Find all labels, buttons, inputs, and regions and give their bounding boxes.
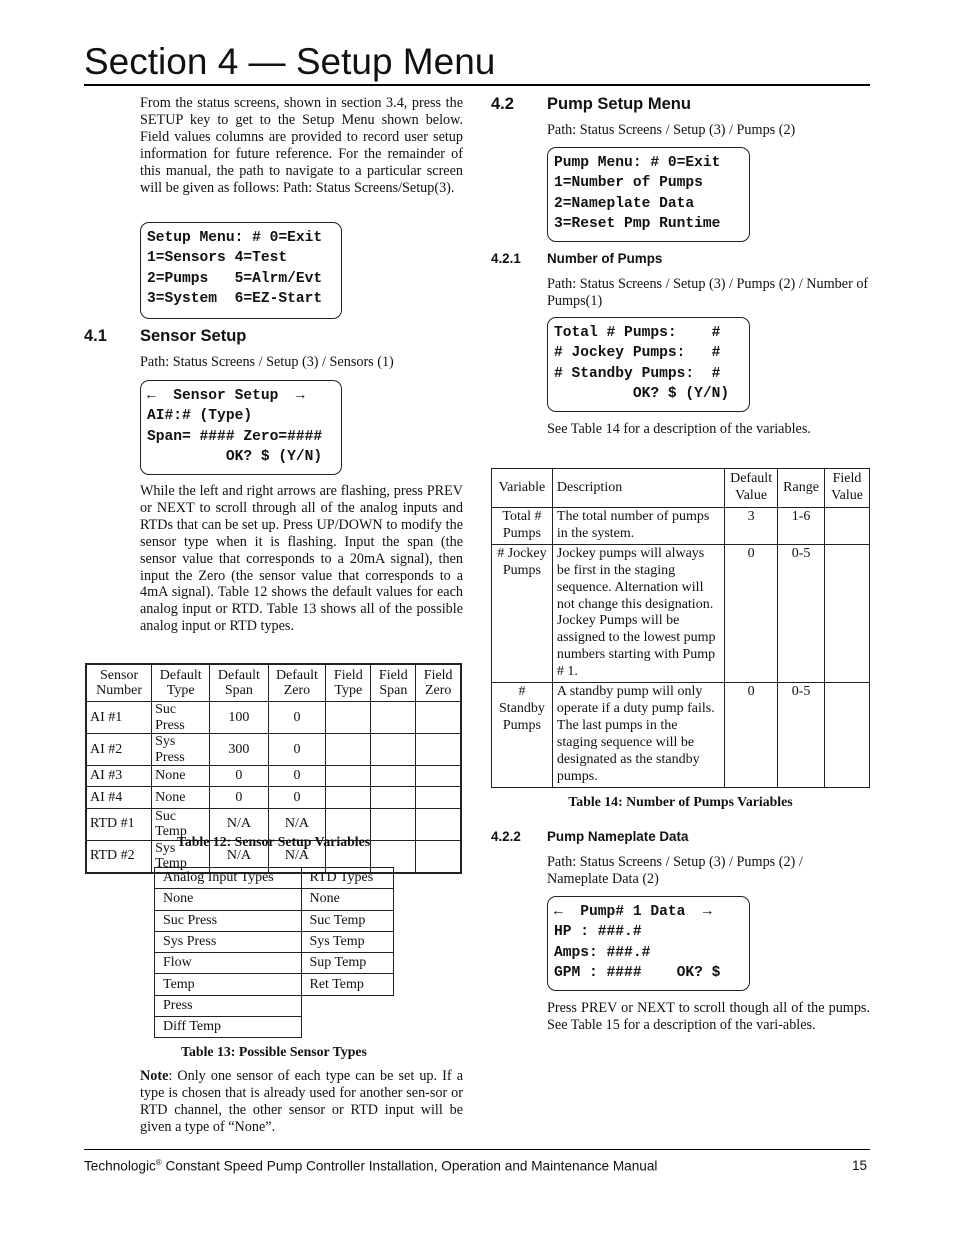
footer-brand: Technologic [84,1158,156,1174]
table-header: Range [778,469,825,508]
table-cell: Total # Pumps [492,508,553,545]
lcd-line: 3=Reset Pmp Runtime [554,215,721,232]
footer-title: Constant Speed Pump Controller Installation, Operation and Maintenance Manual [161,1158,658,1174]
table-cell: Sys Press [152,734,210,766]
table-cell: Ret Temp [301,974,394,995]
lcd-line: 2=Pumps 5=Alrm/Evt [147,270,323,287]
section-4-2-1-heading [491,251,662,266]
lcd-line: ← Sensor Setup → [147,388,305,404]
table-cell: AI #4 [86,787,152,808]
section-number: 4.2.2 [491,829,521,844]
lcd-line: 3=System 6=EZ-Start [147,290,323,307]
number-of-pumps-table [491,468,870,788]
possible-sensor-types-table [154,867,394,1041]
lcd-line: Span= #### Zero=#### [147,428,323,445]
table-header: Analog Input Types [155,868,302,889]
section-title: Sensor Setup [140,327,247,345]
lcd-line: 1=Number of Pumps [554,175,703,192]
table-cell [416,702,461,734]
nameplate-data-path: Path: Status Screens / Setup (3) / Pumps (2) / Nameplate Data (2) [547,854,803,887]
lcd-line: OK? $ (Y/N) [554,385,730,402]
sensor-setup-body: While the left and right arrows are flashing, press PREV or NEXT to scroll through all of the analog inputs and RTDs that can be set up. Press UP/DOWN to modify the sensor type when it is flashing. Input the span (the sensor value that corresponds to a 20mA signal), then input the Zero (the sensor value that corresponds to a 4mA signal). Table 12 shows the default values for each analog input or RTD. Table 13 shows all of the possible analog input or RTD types. [140,483,463,635]
table-cell: None [301,889,394,910]
table-cell: The total number of pumps in the system. [552,508,724,545]
table-cell [416,766,461,787]
table-row [492,683,870,787]
table-cell [326,734,371,766]
sensor-setup-lcd [140,380,342,475]
table-header: Field Zero [416,664,461,702]
section-number: 4.1 [84,327,107,345]
table-cell: 0 [210,787,268,808]
table-row [86,787,461,808]
table-cell: None [155,889,302,910]
table-row [155,953,394,974]
table-row [155,1017,394,1038]
table-cell [371,702,416,734]
pump-menu-lcd [547,147,750,242]
table-cell [825,508,870,545]
table-cell: 0 [268,702,326,734]
table-cell: Sup Temp [301,953,394,974]
table-cell: Flow [155,953,302,974]
table-cell: AI #1 [86,702,152,734]
lcd-line: Amps: ###.# [554,944,651,961]
table-cell [416,734,461,766]
sensor-setup-path: Path: Status Screens / Setup (3) / Sensors (1) [140,354,394,370]
page-title: Section 4 — Setup Menu [84,41,496,82]
section-title: Number of Pumps [547,251,663,266]
table-row [86,766,461,787]
section-title: Pump Setup Menu [547,95,691,113]
table-row [155,910,394,931]
table-cell: 1-6 [778,508,825,545]
section-4-2-2-heading [491,829,688,844]
table-header: Field Type [326,664,371,702]
table-header: Default Value [725,469,778,508]
footer-rule [84,1149,870,1150]
table-cell: 300 [210,734,268,766]
lcd-line: 2=Nameplate Data [554,195,695,212]
pump-data-lcd [547,896,750,991]
table-cell: 0-5 [778,683,825,787]
pump-setup-path: Path: Status Screens / Setup (3) / Pumps (2) [547,122,796,138]
table-header: Variable [492,469,553,508]
table-header: Field Span [371,664,416,702]
note-text: : Only one sensor of each type can be set up. If a type is chosen that is already used for another sen-sor or RTD channel, the other sensor or RTD input will be given a type of “None”. [140,1068,463,1135]
table-cell [371,787,416,808]
table-cell [371,766,416,787]
lcd-line: Total # Pumps: # [554,325,721,341]
nameplate-body: Press PREV or NEXT to scroll though all of the pumps. See Table 15 for a description of the vari-ables. [547,1000,870,1033]
table-row [155,889,394,910]
lcd-line: ← Pump# 1 Data → [554,904,712,920]
section-number: 4.2 [491,95,514,113]
table-header: Default Span [210,664,268,702]
lcd-line: # Jockey Pumps: # [554,345,721,362]
section-number: 4.2.1 [491,251,521,266]
table-cell: Suc Temp [152,808,210,840]
note-paragraph [140,1068,463,1136]
table-cell: Diff Temp [155,1017,302,1038]
table-header: Default Zero [268,664,326,702]
table-cell: # Standby Pumps [492,683,553,787]
lcd-line: GPM : #### OK? $ [554,964,721,981]
table-row [86,734,461,766]
table-cell [326,702,371,734]
table-row [155,931,394,952]
lcd-line: # Standby Pumps: # [554,365,721,382]
table-row [492,508,870,545]
number-of-pumps-path: Path: Status Screens / Setup (3) / Pumps (2) / Number of Pumps(1) [547,276,869,309]
setup-menu-lcd [140,222,342,319]
table-cell: Jockey pumps will always be first in the staging sequence. Alternation will not change this designation. Jockey Pumps will be assigned to the lowest pump numbers starting with Pump # 1. [552,544,724,682]
table-cell [326,787,371,808]
table-cell: N/A [268,808,326,840]
table-cell: 0 [725,544,778,682]
table-cell: Press [155,995,302,1016]
table-row [155,974,394,995]
table-cell: 0 [268,787,326,808]
table-cell: RTD #2 [86,840,152,873]
table-cell [301,1017,394,1038]
table-cell [301,995,394,1016]
table-cell: Suc Press [152,702,210,734]
table-header: RTD Types [301,868,394,889]
table-row [492,544,870,682]
table-cell: 3 [725,508,778,545]
table-cell: Suc Temp [301,910,394,931]
table-13-caption: Table 13: Possible Sensor Types [181,1044,367,1059]
lcd-line: 1=Sensors 4=Test [147,250,288,267]
table-header: Sensor Number [86,664,152,702]
table-cell: AI #3 [86,766,152,787]
title-rule [84,84,870,86]
see-table-14-text: See Table 14 for a description of the variables. [547,421,811,437]
page-number: 15 [852,1158,868,1173]
footer-text [84,1158,657,1174]
table-cell [825,683,870,787]
table-cell: # Jockey Pumps [492,544,553,682]
table-cell: N/A [210,808,268,840]
section-title: Pump Nameplate Data [547,829,689,844]
table-cell: A standby pump will only operate if a duty pump fails. The last pumps in the staging sequence will be designated as the standby pumps. [552,683,724,787]
table-row [155,995,394,1016]
lcd-line: OK? $ (Y/N) [147,448,323,465]
table-14-caption: Table 14: Number of Pumps Variables [568,794,793,809]
table-cell: None [152,766,210,787]
table-cell: 0 [268,766,326,787]
table-cell: Temp [155,974,302,995]
table-cell [371,734,416,766]
lcd-line: HP : ###.# [554,924,642,941]
lcd-line: Setup Menu: # 0=Exit [147,230,323,246]
table-cell [825,544,870,682]
table-cell: Sys Press [155,931,302,952]
note-label: Note [140,1068,169,1084]
table-cell: N/A [268,840,326,873]
table-cell: RTD #1 [86,808,152,840]
table-cell: AI #2 [86,734,152,766]
lcd-line: AI#:# (Type) [147,408,253,425]
table-header: Field Value [825,469,870,508]
table-cell: N/A [210,840,268,873]
number-of-pumps-lcd [547,317,750,412]
table-cell: 100 [210,702,268,734]
section-4-2-heading [491,95,691,114]
table-cell: 0-5 [778,544,825,682]
table-row [86,702,461,734]
table-header: Default Type [152,664,210,702]
table-12-caption: Table 12: Sensor Setup Variables [176,834,371,849]
intro-paragraph: From the status screens, shown in section 3.4, press the SETUP key to get to the Setup Menu shown below. Field values columns are provided to record user setup information for future reference. For the remainder of this manual, the path to navigate to a particular screen will be given as follows: Path: Status Screens/Setup(3). [140,95,463,196]
table-header: Description [552,469,724,508]
table-cell: Suc Press [155,910,302,931]
lcd-line: Pump Menu: # 0=Exit [554,155,721,171]
table-cell [416,787,461,808]
table-cell: None [152,787,210,808]
registered-mark: ® [155,1158,162,1167]
table-cell: 0 [268,734,326,766]
table-cell: Sys Temp [301,931,394,952]
table-cell [326,766,371,787]
table-cell: 0 [725,683,778,787]
section-4-1-heading [84,327,246,346]
table-cell: 0 [210,766,268,787]
table-cell: Sys Temp [152,840,210,873]
